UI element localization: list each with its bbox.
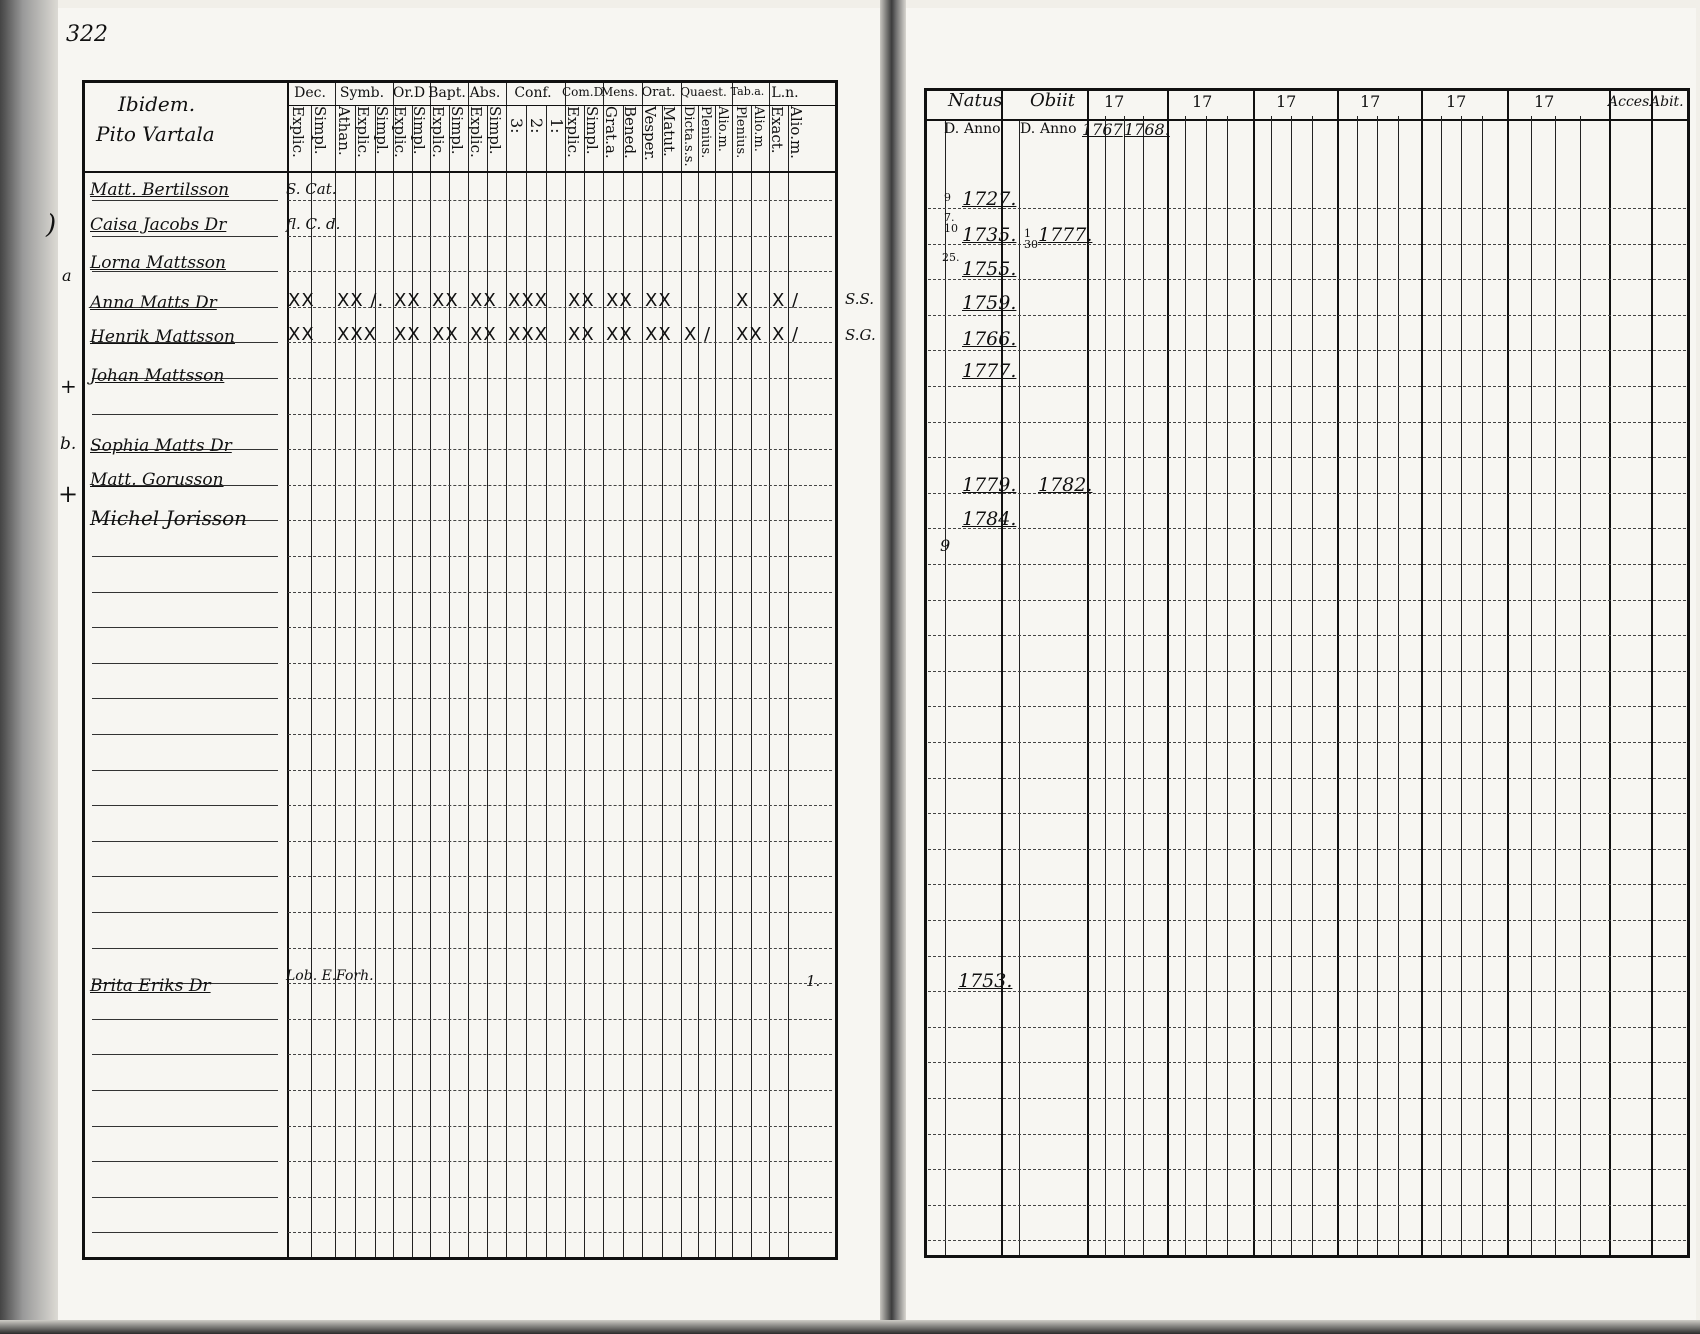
catechism-mark: XX	[432, 290, 459, 311]
row-rule	[928, 1134, 1686, 1135]
row-rule	[288, 1126, 832, 1127]
sub-taba-alio: Alio.m.	[751, 106, 766, 152]
year-subcolumn-rule	[1291, 116, 1292, 1256]
sub-ln-alio: Alio.m.	[787, 106, 805, 159]
row-rule	[92, 1197, 278, 1198]
row-rule	[928, 1027, 1686, 1028]
sub-symb-simpl: Simpl.	[373, 106, 391, 155]
sub-bapt-simpl: Simpl.	[448, 106, 466, 155]
row-rule	[928, 600, 1686, 601]
ledger-title-village: Pito Vartala	[96, 122, 215, 146]
entry-row2: fl. C. d.	[286, 215, 341, 233]
row-rule	[928, 849, 1686, 850]
row-rule	[92, 200, 278, 201]
year-subcolumn-rule	[1105, 116, 1106, 1256]
year-subcolumn-rule	[1482, 116, 1483, 1256]
sub-orat-vesper: Vesper.	[641, 106, 659, 161]
sub-mens-grat: Grat.a.	[602, 106, 620, 159]
row-rule	[288, 627, 832, 628]
header-natus-anno: Anno	[964, 121, 1001, 137]
parishioner-name: Michel Jorisson	[90, 506, 248, 530]
margin-symbol: )	[46, 210, 57, 240]
row-rule	[92, 1090, 278, 1091]
margin-symbol: b.	[60, 434, 77, 454]
row-rule	[928, 1169, 1686, 1170]
sub-conf-2: 2:	[527, 118, 546, 134]
header-ord: Or.D	[392, 85, 426, 101]
row-rule	[928, 742, 1686, 743]
margin-mark: 9	[940, 536, 951, 555]
row-rule	[928, 528, 1686, 529]
sub-orat-matut: Matut.	[660, 106, 678, 157]
margin-symbol: +	[58, 480, 79, 508]
header-year: 17	[1192, 92, 1213, 111]
margin-note: S.S.	[845, 290, 875, 308]
header-taba: Tab.a.	[730, 85, 765, 98]
row-rule	[928, 279, 1686, 280]
row-rule	[928, 386, 1686, 387]
year-subcolumn-rule	[1377, 116, 1378, 1256]
parishioner-name: Matt. Gorusson	[90, 470, 224, 490]
sub-bapt-explic: Explic.	[429, 106, 447, 158]
row-rule	[928, 1240, 1686, 1241]
year-entry: 1768.	[1124, 120, 1170, 139]
catechism-mark: XXX	[508, 324, 548, 345]
row-rule	[288, 592, 832, 593]
birth-day: 25.	[942, 251, 960, 264]
parishioner-name: Sophia Matts Dr	[90, 436, 232, 456]
header-natus: Natus	[948, 90, 1003, 111]
header-symb: Symb.	[339, 85, 385, 101]
row-rule	[928, 956, 1686, 957]
sub-ord-explic: Explic.	[391, 106, 409, 158]
row-rule	[288, 556, 832, 557]
death-day: 1 30	[1024, 227, 1038, 251]
catechism-mark: XXX	[337, 324, 377, 345]
sub-comd-simpl: Simpl.	[583, 106, 601, 155]
year-subcolumn-rule	[1143, 116, 1144, 1256]
header-year: 17	[1104, 92, 1125, 111]
sub-ln-exact: Exact.	[768, 106, 786, 154]
row-rule	[928, 813, 1686, 814]
birth-year: 1753.	[958, 970, 1013, 992]
row-rule	[928, 884, 1686, 885]
row-rule	[92, 734, 278, 735]
row-rule	[288, 912, 832, 913]
parishioner-name: Anna Matts Dr	[90, 293, 217, 313]
row-rule	[288, 236, 832, 237]
row-rule	[92, 236, 278, 237]
row-rule	[288, 1197, 832, 1198]
row-rule	[288, 414, 832, 415]
header-dec: Dec.	[294, 85, 326, 101]
row-rule	[288, 948, 832, 949]
row-rule	[92, 663, 278, 664]
row-rule	[288, 1090, 832, 1091]
birth-year: 1727.	[962, 188, 1017, 210]
death-year: 1782.	[1038, 474, 1093, 496]
sub-ord-simpl: Simpl.	[410, 106, 428, 155]
row-rule	[92, 1126, 278, 1127]
row-rule	[928, 315, 1686, 316]
row-rule	[928, 778, 1686, 779]
row-rule	[92, 1161, 278, 1162]
row-rule	[288, 770, 832, 771]
birth-year: 1766.	[962, 328, 1017, 350]
parishioner-name: Matt. Bertilsson	[90, 180, 230, 200]
header-obiit-anno: Anno	[1040, 121, 1077, 137]
catechism-mark: XX	[288, 324, 315, 345]
death-year: 1777.	[1038, 224, 1093, 246]
sub-abs-explic: Explic.	[467, 106, 485, 158]
birth-year: 1755.	[962, 258, 1017, 280]
row-rule	[928, 1062, 1686, 1063]
sub-quaest-alio: Alio.m.	[715, 106, 730, 152]
row-rule	[928, 671, 1686, 672]
parishioner-name: Caisa Jacobs Dr	[90, 215, 227, 235]
margin-symbol: +	[60, 374, 77, 398]
header-natus-day: D.	[944, 121, 960, 137]
header-ln: L.n.	[771, 85, 799, 101]
year-entry: 1767	[1082, 120, 1123, 139]
header-year: 17	[1360, 92, 1381, 111]
year-subcolumn-rule	[1461, 116, 1462, 1256]
sub-quaest-plenius: Plenius.	[698, 106, 713, 159]
catechism-mark: X /	[684, 324, 712, 345]
year-subcolumn-rule	[1185, 116, 1186, 1256]
year-subcolumn-rule	[1398, 116, 1399, 1256]
header-bapt: Bapt.	[428, 85, 466, 101]
row-rule	[92, 876, 278, 877]
row-rule	[92, 627, 278, 628]
sub-dec-explic: Explic.	[289, 106, 307, 158]
header-orat: Orat.	[641, 85, 676, 100]
row-rule	[288, 841, 832, 842]
header-mens: Mens.	[600, 85, 639, 99]
row-rule	[288, 663, 832, 664]
row-rule	[288, 449, 832, 450]
book-binding-left	[0, 0, 58, 1334]
catechism-mark: XX	[470, 290, 497, 311]
row-rule	[92, 1019, 278, 1020]
sub-symb-explic: Explic.	[354, 106, 372, 158]
row-rule	[288, 1232, 832, 1233]
row-rule	[92, 698, 278, 699]
row-rule	[288, 271, 832, 272]
vital-records-table	[924, 88, 1690, 1258]
book-bottom-edge	[0, 1320, 1700, 1334]
header-abs: Abs.	[469, 85, 501, 101]
sub-mens-bened: Bened.	[621, 106, 639, 159]
catechism-mark: XX	[645, 290, 672, 311]
row-rule	[288, 485, 832, 486]
row-rule	[928, 350, 1686, 351]
catechism-mark: XX	[432, 324, 459, 345]
page-number: 322	[66, 22, 108, 47]
parishioner-name: Johan Mattsson	[90, 366, 225, 386]
catechism-mark: XX	[470, 324, 497, 345]
margin-symbol: a	[62, 266, 72, 285]
sub-symb-athan: Athan.	[335, 106, 353, 156]
row-rule	[288, 200, 832, 201]
row-rule	[288, 698, 832, 699]
row-rule	[92, 414, 278, 415]
header-year: 17	[1534, 92, 1555, 111]
row-rule	[92, 912, 278, 913]
row-rule	[92, 1232, 278, 1233]
catechism-mark: X /	[772, 290, 800, 311]
year-subcolumn-rule	[1580, 116, 1581, 1256]
birth-day: 9	[944, 191, 951, 204]
header-conf: Conf.	[514, 85, 552, 101]
catechism-mark: XX	[736, 324, 763, 345]
ledger-title-place: Ibidem.	[118, 92, 196, 116]
row-rule	[928, 422, 1686, 423]
year-subcolumn-rule	[1227, 116, 1228, 1256]
year-subcolumn-rule	[1357, 116, 1358, 1256]
birth-year: 1759.	[962, 292, 1017, 314]
parishioner-name: Brita Eriks Dr	[90, 976, 211, 996]
year-subcolumn-rule	[1441, 116, 1442, 1256]
header-year: 17	[1276, 92, 1297, 111]
sub-quaest-dicta: Dicta.s.s.	[681, 106, 696, 167]
birth-day: 7. 10	[944, 211, 958, 235]
entry-brita-b: Forh.	[336, 968, 374, 984]
header-obiit: Obiit	[1030, 90, 1076, 111]
header-accessit: Acces.	[1608, 94, 1654, 110]
year-subcolumn-rule	[1555, 116, 1556, 1256]
catechism-mark: XXX	[508, 290, 548, 311]
book-gutter	[880, 0, 906, 1334]
entry-row1: S. Cat.	[286, 180, 337, 198]
catechism-mark: XX	[394, 290, 421, 311]
entry-brita-c: 1.	[806, 972, 821, 990]
margin-note: S.G.	[845, 326, 876, 344]
row-rule	[92, 592, 278, 593]
header-obiit-day: D.	[1020, 121, 1036, 137]
row-rule	[288, 734, 832, 735]
birth-year: 1784.	[962, 508, 1017, 530]
row-rule	[92, 841, 278, 842]
year-subcolumn-rule	[1206, 116, 1207, 1256]
header-comd: Com.D	[562, 85, 604, 99]
sub-dec-simpl: Simpl.	[311, 106, 329, 155]
entry-brita-a: Lob. E.	[286, 968, 337, 984]
catechism-mark: XX	[606, 324, 633, 345]
catechism-mark: XX	[645, 324, 672, 345]
catechism-mark: XX	[606, 290, 633, 311]
row-rule	[928, 991, 1686, 992]
row-rule	[288, 1054, 832, 1055]
birth-year: 1779.	[962, 474, 1017, 496]
row-rule	[928, 457, 1686, 458]
header-abiit: Abit.	[1650, 94, 1684, 110]
row-rule	[92, 556, 278, 557]
row-rule	[928, 208, 1686, 209]
sub-comd-explic: Explic.	[564, 106, 582, 158]
sub-conf-1: 1:	[547, 118, 566, 134]
year-subcolumn-rule	[1531, 116, 1532, 1256]
row-rule	[92, 770, 278, 771]
catechism-mark: XX	[568, 290, 595, 311]
parishioner-name: Lorna Mattsson	[90, 253, 226, 273]
row-rule	[288, 1019, 832, 1020]
year-subcolumn-rule	[1124, 116, 1125, 1256]
sub-taba-plenius: Plenius.	[733, 106, 748, 159]
row-rule	[928, 1205, 1686, 1206]
catechism-mark: XX /.	[337, 290, 385, 311]
row-rule	[92, 1054, 278, 1055]
row-rule	[928, 1098, 1686, 1099]
catechism-mark: X /	[772, 324, 800, 345]
sub-conf-3: 3:	[507, 118, 526, 134]
row-rule	[288, 876, 832, 877]
catechism-mark: XX	[394, 324, 421, 345]
year-subcolumn-rule	[1312, 116, 1313, 1256]
birth-year: 1777.	[962, 360, 1017, 382]
row-rule	[928, 564, 1686, 565]
sub-abs-simpl: Simpl.	[486, 106, 504, 155]
row-rule	[928, 635, 1686, 636]
header-year: 17	[1446, 92, 1467, 111]
row-rule	[92, 948, 278, 949]
row-rule	[92, 805, 278, 806]
catechism-mark: X	[736, 290, 750, 311]
year-subcolumn-rule	[1271, 116, 1272, 1256]
row-rule	[288, 520, 832, 521]
row-rule	[288, 805, 832, 806]
row-rule	[928, 920, 1686, 921]
row-rule	[288, 1161, 832, 1162]
catechism-mark: XX	[288, 290, 315, 311]
row-rule	[288, 378, 832, 379]
row-rule	[928, 706, 1686, 707]
catechism-mark: XX	[568, 324, 595, 345]
header-quaest: Quaest.	[680, 85, 727, 99]
birth-year: 1735.	[962, 224, 1017, 246]
parishioner-name: Henrik Mattsson	[90, 327, 235, 347]
